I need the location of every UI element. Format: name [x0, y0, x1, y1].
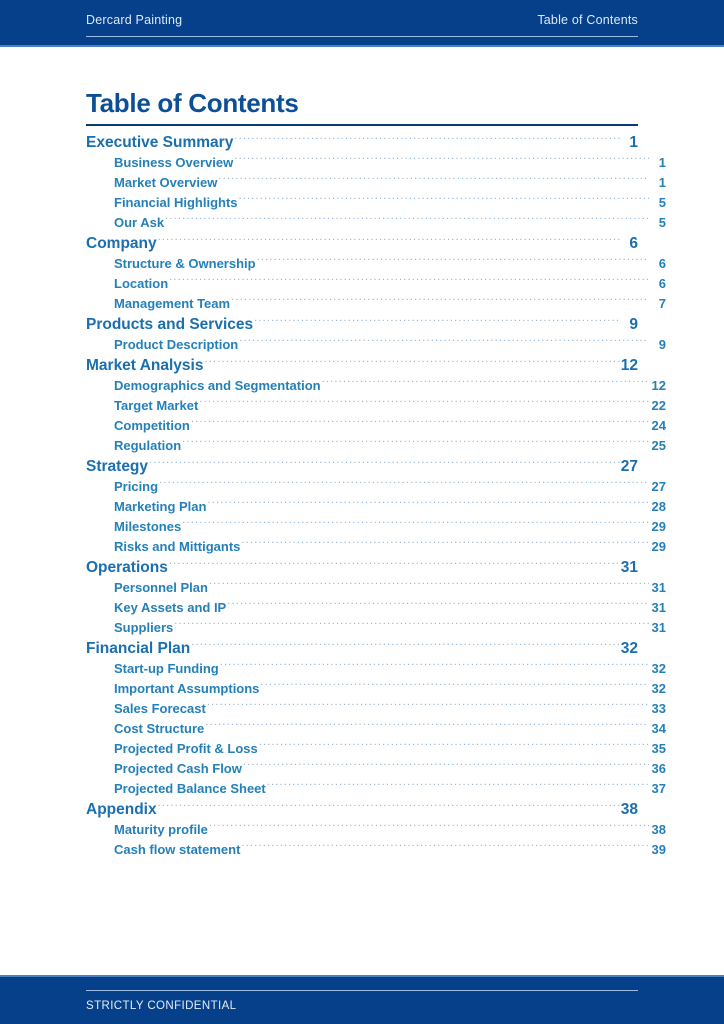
- toc-entry[interactable]: [86, 679, 666, 699]
- toc-entry-page-number: 29: [651, 539, 666, 554]
- toc-entry-page-number: 32: [651, 661, 666, 676]
- page-body: [0, 47, 724, 975]
- toc-entry[interactable]: [86, 759, 666, 779]
- confidentiality-notice: STRICTLY CONFIDENTIAL: [86, 1000, 237, 1012]
- toc-entry-page-number: 5: [658, 215, 666, 230]
- toc-entry-label: Executive Summary: [86, 134, 234, 151]
- toc-entry[interactable]: [86, 396, 666, 416]
- toc-entry[interactable]: [86, 719, 666, 739]
- toc-entry-page-number: 36: [651, 761, 666, 776]
- toc-entry-page-number: 6: [629, 235, 638, 252]
- toc-dot-leader: [158, 233, 621, 248]
- toc-entry[interactable]: [86, 497, 666, 517]
- toc-entry-page-number: 27: [651, 479, 666, 494]
- toc-dot-leader: [259, 739, 649, 753]
- toc-list: [86, 132, 666, 860]
- toc-entry-label: Sales Forecast: [114, 701, 206, 716]
- toc-entry-label: Demographics and Segmentation: [114, 378, 321, 393]
- toc-dot-leader: [243, 759, 649, 773]
- toc-entry-label: Maturity profile: [114, 822, 208, 837]
- toc-entry-label: Structure & Ownership: [114, 256, 256, 271]
- toc-entry[interactable]: [86, 598, 666, 618]
- toc-entry-page-number: 12: [651, 378, 666, 393]
- toc-entry-label: Appendix: [86, 801, 157, 818]
- toc-dot-leader: [231, 294, 649, 308]
- toc-entry-label: Strategy: [86, 458, 149, 475]
- toc-dot-leader: [207, 497, 649, 511]
- toc-entry-label: Personnel Plan: [114, 580, 208, 595]
- toc-dot-leader: [169, 557, 620, 572]
- toc-entry-label: Financial Plan: [86, 640, 191, 657]
- toc-dot-leader: [209, 578, 649, 592]
- toc-entry[interactable]: [86, 173, 666, 193]
- toc-dot-leader: [227, 598, 649, 612]
- toc-entry[interactable]: [86, 699, 666, 719]
- toc-entry[interactable]: [86, 233, 638, 254]
- toc-entry-label: Risks and Mittigants: [114, 539, 241, 554]
- toc-entry[interactable]: [86, 537, 666, 557]
- toc-entry[interactable]: [86, 132, 638, 153]
- toc-entry-label: Location: [114, 276, 169, 291]
- toc-entry-page-number: 39: [651, 842, 666, 857]
- toc-dot-leader: [239, 193, 649, 207]
- toc-entry-page-number: 1: [658, 155, 666, 170]
- toc-entry-label: Financial Highlights: [114, 195, 238, 210]
- toc-entry-page-number: 33: [651, 701, 666, 716]
- toc-entry[interactable]: [86, 294, 666, 314]
- page-title: Table of Contents: [86, 88, 299, 118]
- toc-entry[interactable]: [86, 840, 666, 860]
- toc-dot-leader: [199, 396, 649, 410]
- toc-dot-leader: [159, 477, 649, 491]
- toc-dot-leader: [182, 517, 649, 531]
- toc-dot-leader: [220, 659, 649, 673]
- toc-entry[interactable]: [86, 335, 666, 355]
- toc-entry-label: Target Market: [114, 398, 199, 413]
- toc-dot-leader: [174, 618, 649, 632]
- toc-entry-label: Marketing Plan: [114, 499, 207, 514]
- toc-entry-page-number: 25: [651, 438, 666, 453]
- toc-entry-page-number: 31: [651, 580, 666, 595]
- toc-entry-page-number: 5: [658, 195, 666, 210]
- toc-entry-page-number: 31: [620, 559, 638, 576]
- toc-dot-leader: [239, 335, 649, 349]
- toc-entry-label: Start-up Funding: [114, 661, 219, 676]
- toc-entry[interactable]: [86, 477, 666, 497]
- page-footer: [0, 975, 724, 1024]
- toc-entry-label: Projected Cash Flow: [114, 761, 242, 776]
- toc-entry-label: Important Assumptions: [114, 681, 260, 696]
- toc-entry-page-number: 22: [651, 398, 666, 413]
- toc-entry-label: Market Analysis: [86, 357, 204, 374]
- toc-entry-page-number: 32: [620, 640, 638, 657]
- toc-dot-leader: [234, 132, 621, 147]
- toc-entry-page-number: 7: [658, 296, 666, 311]
- toc-entry[interactable]: [86, 820, 666, 840]
- toc-entry-label: Milestones: [114, 519, 182, 534]
- toc-entry-label: Projected Profit & Loss: [114, 741, 258, 756]
- toc-entry-page-number: 34: [651, 721, 666, 736]
- toc-dot-leader: [204, 355, 619, 370]
- toc-entry-page-number: 29: [651, 519, 666, 534]
- toc-entry[interactable]: [86, 254, 666, 274]
- toc-entry-page-number: 12: [620, 357, 638, 374]
- toc-entry[interactable]: [86, 436, 666, 456]
- toc-entry-page-number: 32: [651, 681, 666, 696]
- toc-entry[interactable]: [86, 638, 638, 659]
- toc-entry-label: Management Team: [114, 296, 231, 311]
- toc-entry[interactable]: [86, 376, 666, 396]
- toc-entry-label: Cost Structure: [114, 721, 205, 736]
- toc-dot-leader: [182, 436, 649, 450]
- toc-entry-page-number: 9: [629, 316, 638, 333]
- toc-dot-leader: [149, 456, 620, 471]
- toc-entry-page-number: 1: [658, 175, 666, 190]
- toc-content: [86, 88, 666, 860]
- toc-entry-label: Company: [86, 235, 157, 252]
- toc-entry-label: Market Overview: [114, 175, 218, 190]
- toc-entry[interactable]: [86, 739, 666, 759]
- header-section-name: Table of Contents: [537, 13, 638, 27]
- toc-dot-leader: [205, 719, 649, 733]
- toc-entry-page-number: 38: [620, 801, 638, 818]
- toc-dot-leader: [267, 779, 649, 793]
- toc-entry-page-number: 28: [651, 499, 666, 514]
- toc-entry-label: Competition: [114, 418, 190, 433]
- toc-entry-page-number: 6: [658, 256, 666, 271]
- toc-entry[interactable]: [86, 517, 666, 537]
- toc-entry-page-number: 24: [651, 418, 666, 433]
- toc-dot-leader: [257, 254, 649, 268]
- toc-entry[interactable]: [86, 779, 666, 799]
- toc-dot-leader: [169, 274, 649, 288]
- header-inner: [86, 12, 638, 37]
- toc-entry[interactable]: [86, 557, 638, 578]
- toc-entry-label: Operations: [86, 559, 168, 576]
- toc-dot-leader: [260, 679, 649, 693]
- toc-entry[interactable]: [86, 618, 666, 638]
- toc-dot-leader: [165, 213, 649, 227]
- toc-entry-label: Business Overview: [114, 155, 234, 170]
- toc-dot-leader: [234, 153, 649, 167]
- toc-entry[interactable]: [86, 213, 666, 233]
- toc-entry[interactable]: [86, 416, 666, 436]
- toc-entry-page-number: 35: [651, 741, 666, 756]
- toc-entry[interactable]: [86, 659, 666, 679]
- toc-dot-leader: [322, 376, 649, 390]
- toc-entry-label: Key Assets and IP: [114, 600, 227, 615]
- toc-entry[interactable]: [86, 456, 638, 477]
- toc-entry-page-number: 1: [629, 134, 638, 151]
- toc-entry-page-number: 6: [658, 276, 666, 291]
- toc-entry-page-number: 27: [620, 458, 638, 475]
- toc-dot-leader: [254, 314, 621, 329]
- toc-entry-label: Our Ask: [114, 215, 165, 230]
- toc-entry-label: Cash flow statement: [114, 842, 241, 857]
- toc-entry-label: Regulation: [114, 438, 182, 453]
- toc-dot-leader: [209, 820, 649, 834]
- toc-entry-page-number: 37: [651, 781, 666, 796]
- toc-dot-leader: [191, 416, 649, 430]
- toc-entry[interactable]: [86, 799, 638, 820]
- toc-entry-page-number: 31: [651, 600, 666, 615]
- page-header: [0, 0, 724, 47]
- toc-dot-leader: [241, 537, 649, 551]
- toc-entry-label: Products and Services: [86, 316, 254, 333]
- toc-entry[interactable]: [86, 153, 666, 173]
- toc-entry[interactable]: [86, 578, 666, 598]
- toc-entry-label: Projected Balance Sheet: [114, 781, 266, 796]
- title-divider: [86, 124, 638, 126]
- toc-entry-page-number: 31: [651, 620, 666, 635]
- toc-dot-leader: [207, 699, 649, 713]
- toc-dot-leader: [158, 799, 620, 814]
- toc-entry-label: Product Description: [114, 337, 239, 352]
- footer-inner: [86, 990, 638, 1014]
- toc-entry[interactable]: [86, 355, 638, 376]
- toc-dot-leader: [191, 638, 620, 653]
- toc-dot-leader: [218, 173, 649, 187]
- toc-entry[interactable]: [86, 314, 638, 335]
- toc-entry[interactable]: [86, 274, 666, 294]
- toc-entry-label: Suppliers: [114, 620, 174, 635]
- toc-entry[interactable]: [86, 193, 666, 213]
- toc-dot-leader: [241, 840, 649, 854]
- toc-entry-page-number: 38: [651, 822, 666, 837]
- header-document-name: Dercard Painting: [86, 13, 183, 27]
- toc-entry-label: Pricing: [114, 479, 159, 494]
- toc-entry-page-number: 9: [658, 337, 666, 352]
